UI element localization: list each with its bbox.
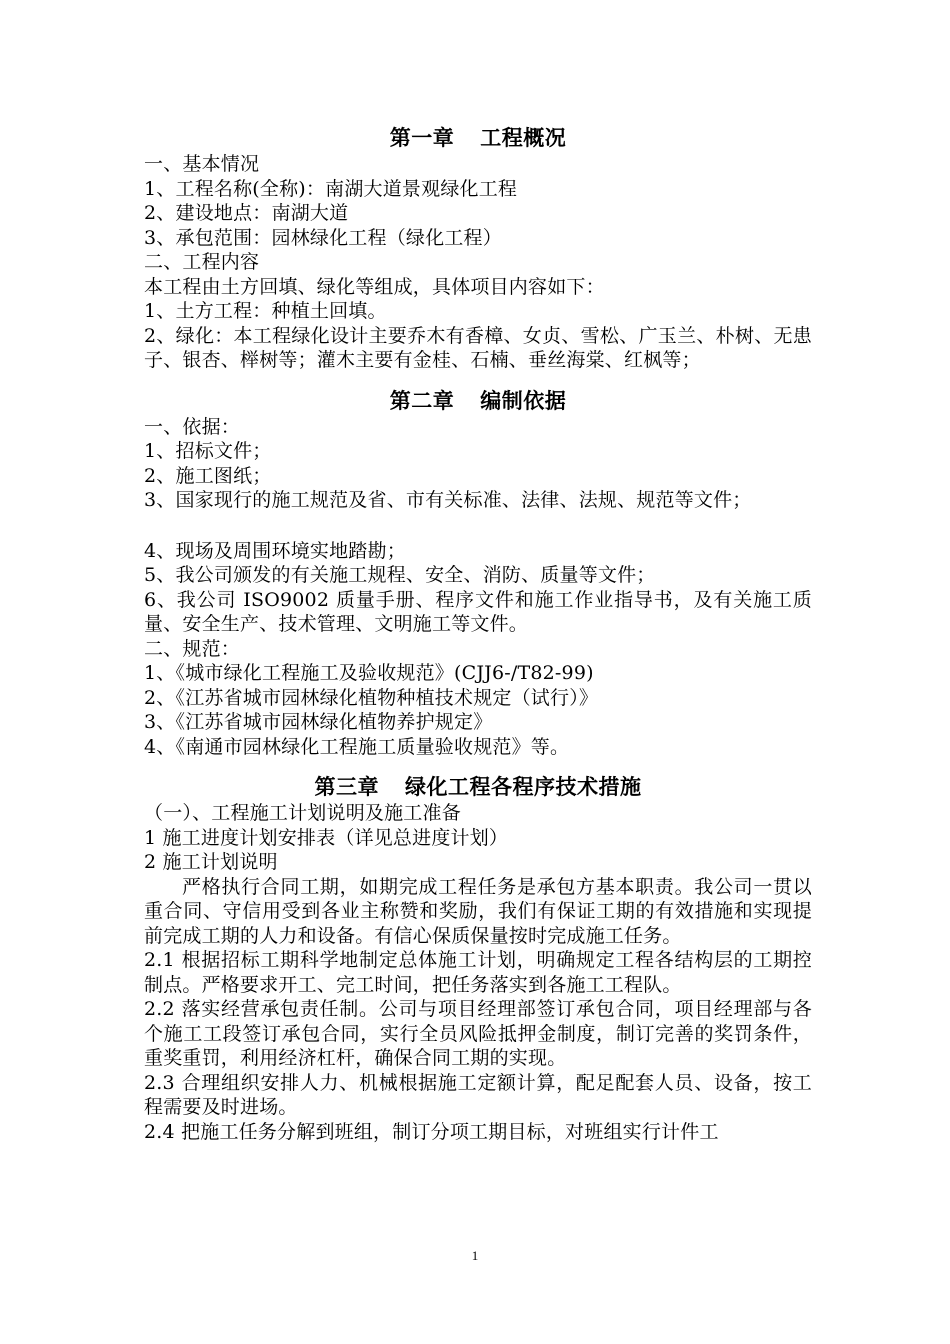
document-body	[144, 124, 812, 1144]
ch1-line: 本工程由土方回填、绿化等组成，具体项目内容如下：	[144, 275, 605, 298]
chapter-3-number: 第三章	[314, 775, 379, 799]
chapter-2-heading	[144, 387, 812, 415]
ch3-line: 1 施工进度计划安排表（详见总进度计划）	[144, 826, 509, 849]
ch2-line: 2、《江苏省城市园林绿化植物种植技术规定（试行）》	[144, 686, 599, 709]
chapter-1-title: 工程概况	[480, 126, 567, 150]
ch1-line: 2、建设地点：南湖大道	[144, 202, 349, 224]
chapter-2-title: 编制依据	[480, 388, 567, 413]
ch3-intro-paragraph: 严格执行合同工期，如期完成工程任务是承包方基本职责。我公司一贯以重合同、守信用受到各业主称赞和奖励，我们有保证工期的有效措施和实现提前完成工期的人力和设备。有信心保质保量按时完成施工任务。	[144, 875, 812, 947]
ch2-line: 1、《城市绿化工程施工及验收规范》(CJJ6-/T82-99)	[144, 662, 594, 684]
ch2-line: 4、《南通市园林绿化工程施工质量验收规范》等。	[144, 735, 570, 758]
ch2-line: 一、依据：	[144, 415, 241, 438]
ch2-line: 4、现场及周围环境实地踏勘；	[144, 539, 406, 562]
ch1-line: 3、承包范围：园林绿化工程（绿化工程）	[144, 226, 502, 249]
chapter-1-number: 第一章	[389, 126, 455, 150]
ch1-line: 一、基本情况	[144, 153, 260, 175]
ch3-paragraph-2-1: 2.1 根据招标工期科学地制定总体施工计划，明确规定工程各结构层的工期控制点。严格要求开工、完工时间，把任务落实到各施工工程队。	[144, 949, 812, 996]
ch1-line: 1、土方工程：种植土回填。	[144, 300, 387, 322]
chapter-1-heading	[144, 124, 812, 152]
ch2-iso-paragraph: 6、我公司 ISO9002 质量手册、程序文件和施工作业指导书，及有关施工质量、安全生产、技术管理、文明施工等文件。	[144, 588, 812, 635]
ch2-line: 二、规范：	[144, 637, 241, 660]
ch3-paragraph-2-4: 2.4 把施工任务分解到班组，制订分项工期目标，对班组实行计件工	[144, 1120, 719, 1143]
ch3-paragraph-2-2: 2.2 落实经营承包责任制。公司与项目经理部签订承包合同，项目经理部与各个施工工段签订承包合同，实行全员风险抵押金制度，制订完善的奖罚条件，重奖重罚，利用经济杠杆，确保合同工期的实现。	[144, 998, 812, 1069]
ch2-line: 3、国家现行的施工规范及省、市有关标准、法律、法规、规范等文件；	[144, 489, 752, 511]
ch2-line: 5、我公司颁发的有关施工规程、安全、消防、质量等文件；	[144, 564, 656, 586]
chapter-3-title: 绿化工程各程序技术措施	[405, 775, 642, 799]
ch3-line: 2 施工计划说明	[144, 851, 278, 873]
ch3-paragraph-2-3: 2.3 合理组织安排人力、机械根据施工定额计算，配足配套人员、设备，按工程需要及时进场。	[144, 1071, 812, 1118]
ch3-line: （一）、工程施工计划说明及施工准备	[144, 802, 461, 824]
ch1-line: 1、工程名称(全称)：南湖大道景观绿化工程	[144, 177, 518, 200]
ch2-line: 2、施工图纸；	[144, 464, 272, 487]
ch2-line: 1、招标文件；	[144, 440, 272, 462]
chapter-2-number: 第二章	[389, 388, 455, 413]
ch2-line: 3、《江苏省城市园林绿化植物养护规定》	[144, 711, 493, 733]
ch1-greening-paragraph: 2、绿化：本工程绿化设计主要乔木有香樟、女贞、雪松、广玉兰、朴树、无患子、银杏、榉树等；灌木主要有金桂、石楠、垂丝海棠、红枫等；	[144, 324, 812, 371]
page-number: 1	[471, 1248, 479, 1263]
ch1-line: 二、工程内容	[144, 251, 260, 273]
chapter-3-heading	[144, 773, 812, 801]
